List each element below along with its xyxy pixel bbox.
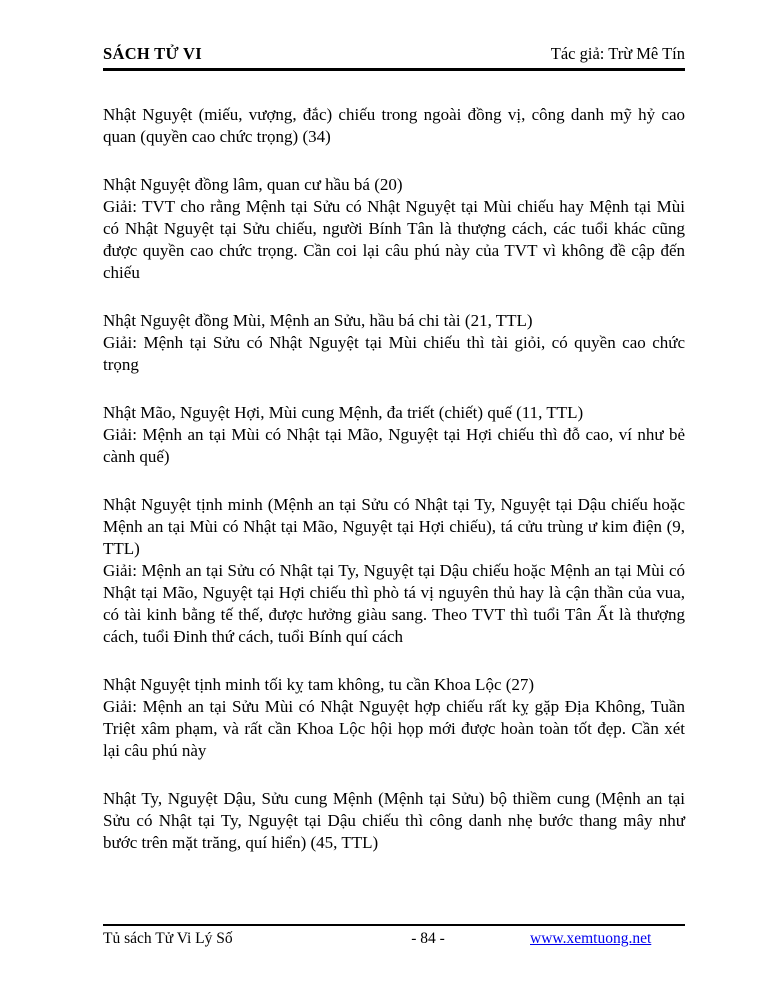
paragraph-verse: Nhật Ty, Nguyệt Dậu, Sửu cung Mệnh (Mệnh tại Sửu) bộ thiềm cung (Mệnh an tại Sửu có Nhật tại Ty, Nguyệt tại Dậu chiếu thì công danh nhẹ bước thang mây như bước trên mặt trăng, quí hiển) (45, TTL) [103,789,685,852]
website-link[interactable]: www.xemtuong.net [530,930,652,947]
paragraph-verse: Nhật Nguyệt tịnh minh (Mệnh an tại Sửu có Nhật tại Ty, Nguyệt tại Dậu chiếu hoặc Mệnh an tại Mùi có Nhật tại Mão, Nguyệt tại Hợi chiếu), tá cửu trùng ư kim điện (9, TTL) [103,495,685,558]
paragraph-explanation: Giải: Mệnh an tại Sửu Mùi có Nhật Nguyệt hợp chiếu rất kỵ gặp Địa Không, Tuần Triệt xâm phạm, và rất cần Khoa Lộc hội họp mới được hoàn toàn tốt đẹp. Cần xét lại câu phú này [103,697,685,760]
paragraph-explanation: Giải: Mệnh an tại Mùi có Nhật tại Mão, Nguyệt tại Hợi chiếu thì đỗ cao, ví như bẻ cành quế) [103,425,685,466]
header-rule [103,68,685,71]
paragraph-explanation: Giải: Mệnh an tại Sửu có Nhật tại Ty, Nguyệt tại Dậu chiếu hoặc Mệnh an tại Mùi có Nhật tại Mão, Nguyệt tại Hợi chiếu thì phò tá vị nguyên thủ hay là cận thần của vua, có tài kinh bằng tế thế, được hưởng giàu sang. Theo TVT thì tuổi Tân Ất là thượng cách, tuổi Đinh thứ cách, tuổi Bính quí cách [103,561,685,646]
paragraph-verse: Nhật Nguyệt tịnh minh tối kỵ tam không, tu cần Khoa Lộc (27) [103,675,535,694]
footer-series-title: Tủ sách Tử Vi Lý Số [103,930,233,947]
body-text [103,104,685,854]
paragraph-verse: Nhật Nguyệt (miếu, vượng, đắc) chiếu trong ngoài đồng vị, công danh mỹ hỷ cao quan (quyền cao chức trọng) (34) [103,105,685,146]
paragraph-verse: Nhật Nguyệt đồng lâm, quan cư hầu bá (20) [103,175,403,194]
page-header [103,44,685,64]
paragraph-verse: Nhật Nguyệt đồng Mùi, Mệnh an Sửu, hầu bá chi tài (21, TTL) [103,311,533,330]
author-credit: Tác giả: Trừ Mê Tín [550,44,685,63]
paragraph-explanation: Giải: Mệnh tại Sửu có Nhật Nguyệt tại Mùi chiếu thì tài giỏi, có quyền cao chức trọng [103,333,685,374]
book-title: SÁCH TỬ VI [103,44,202,63]
paragraph-explanation: Giải: TVT cho rằng Mệnh tại Sửu có Nhật Nguyệt tại Mùi chiếu hay Mệnh tại Mùi có Nhật Nguyệt tại Sửu chiếu, người Bính Tân là thượng cách, các tuổi khác cũng được quyền cao chức trọng. Cần coi lại câu phú này của TVT vì không đề cập đến chiếu [103,197,685,282]
page-number: - 84 - [411,930,445,947]
paragraph-verse: Nhật Mão, Nguyệt Hợi, Mùi cung Mệnh, đa triết (chiết) quế (11, TTL) [103,403,584,422]
footer-rule [103,924,685,926]
